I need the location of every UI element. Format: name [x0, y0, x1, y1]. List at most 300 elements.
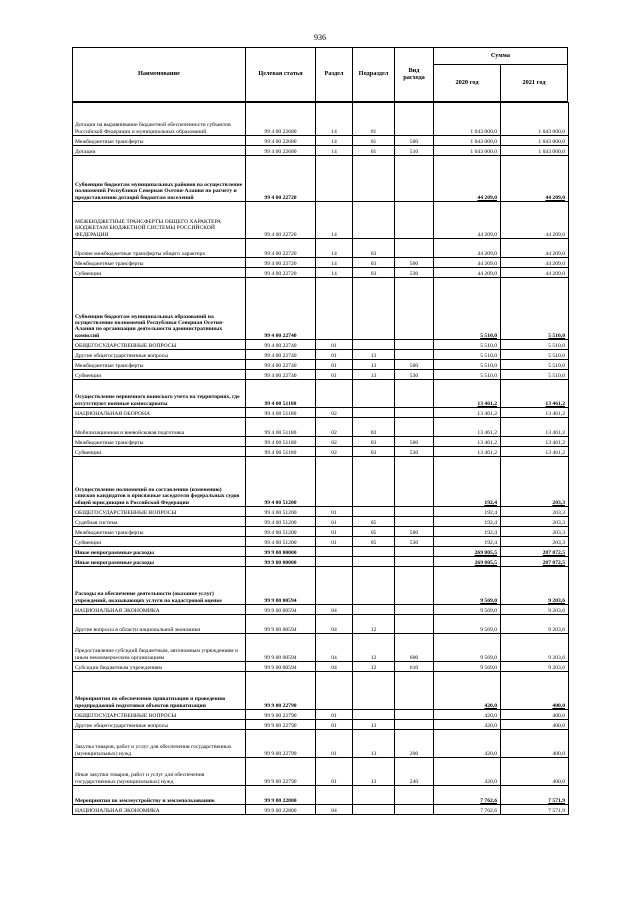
cell-target: 99 9 00 00000	[246, 557, 316, 567]
cell-name: Субвенции	[73, 370, 246, 380]
cell-exptype	[395, 547, 434, 557]
table-row	[73, 457, 569, 507]
cell-subsection: 03	[353, 239, 395, 258]
cell-section	[316, 567, 353, 605]
cell-target: 99 4 00 22680	[246, 136, 316, 146]
cell-exptype: 500	[395, 136, 434, 146]
cell-section: 01	[316, 507, 353, 517]
table-row	[73, 447, 569, 457]
table-row	[73, 437, 569, 447]
cell-section: 01	[316, 350, 353, 360]
cell-section: 14	[316, 146, 353, 156]
cell-name: Расходы на обеспечение деятельности (оказание услуг) учреждений, оказывающих услуги по кадастровой оценке	[73, 567, 246, 605]
cell-y2020: 9 569,0	[434, 605, 501, 615]
cell-subsection	[353, 507, 395, 517]
cell-y2021: 5 510,0	[501, 350, 569, 360]
cell-y2020: 5 510,0	[434, 340, 501, 350]
cell-subsection: 03	[353, 258, 395, 268]
cell-subsection	[353, 786, 395, 805]
cell-target: 99 9 00 22800	[246, 786, 316, 805]
cell-section: 14	[316, 202, 353, 239]
cell-y2020: 44 209,0	[434, 202, 501, 239]
cell-name: Иные непрограммные расходы	[73, 557, 246, 567]
table-row	[73, 408, 569, 418]
cell-target: 99 4 00 22720	[246, 258, 316, 268]
cell-y2021: 203,3	[501, 457, 569, 507]
cell-exptype	[395, 350, 434, 360]
cell-target: 99 9 00 22790	[246, 730, 316, 758]
cell-y2020: 7 762,6	[434, 786, 501, 805]
cell-subsection: 13	[353, 360, 395, 370]
cell-name: Субвенции бюджетам муниципальных районов на осуществление полномочий Республики Северная Осетия-Алания по расчету и предоставлению дотаций бюджетам поселений	[73, 156, 246, 202]
cell-exptype	[395, 567, 434, 605]
table-row	[73, 517, 569, 527]
cell-y2020: 420,0	[434, 758, 501, 786]
cell-exptype	[395, 710, 434, 720]
cell-exptype: 530	[395, 537, 434, 547]
header-subsection: Подраздел	[352, 47, 395, 102]
table-row	[73, 239, 569, 258]
cell-exptype	[395, 615, 434, 634]
cell-y2021: 44 209,0	[501, 239, 569, 258]
table-row	[73, 537, 569, 547]
table-row	[73, 730, 569, 758]
cell-subsection: 01	[353, 146, 395, 156]
cell-name: Судебная система	[73, 517, 246, 527]
cell-name: Субвенции	[73, 537, 246, 547]
cell-y2020: 13 461,2	[434, 418, 501, 437]
cell-section: 02	[316, 408, 353, 418]
cell-target: 99 4 00 51180	[246, 408, 316, 418]
cell-subsection	[353, 605, 395, 615]
cell-y2020: 192,4	[434, 527, 501, 537]
cell-section: 14	[316, 268, 353, 278]
cell-name: Другие общегосударственные вопросы	[73, 350, 246, 360]
table-row	[73, 156, 569, 202]
cell-exptype	[395, 418, 434, 437]
cell-y2021: 5 510,0	[501, 360, 569, 370]
cell-exptype: 240	[395, 758, 434, 786]
cell-section: 14	[316, 258, 353, 268]
cell-exptype: 530	[395, 268, 434, 278]
cell-section: 04	[316, 615, 353, 634]
cell-subsection: 03	[353, 268, 395, 278]
cell-section: 01	[316, 758, 353, 786]
cell-y2020: 13 461,2	[434, 437, 501, 447]
cell-section: 02	[316, 418, 353, 437]
cell-subsection: 12	[353, 615, 395, 634]
cell-exptype: 530	[395, 370, 434, 380]
cell-exptype	[395, 202, 434, 239]
cell-section: 01	[316, 370, 353, 380]
cell-target: 99 9 00 00000	[246, 547, 316, 557]
cell-exptype: 610	[395, 662, 434, 672]
table-row	[73, 710, 569, 720]
cell-y2021: 44 209,0	[501, 202, 569, 239]
cell-section: 01	[316, 720, 353, 730]
cell-y2021: 5 510,0	[501, 370, 569, 380]
cell-target: 99 9 00 00594	[246, 634, 316, 662]
cell-target: 99 4 00 51200	[246, 537, 316, 547]
cell-y2021: 203,3	[501, 537, 569, 547]
cell-y2021: 5 510,0	[501, 340, 569, 350]
cell-y2021: 13 461,2	[501, 380, 569, 408]
cell-section: 04	[316, 605, 353, 615]
cell-name: Осуществление первичного воинского учета на территориях, где отсутствуют военные комиссариаты	[73, 380, 246, 408]
table-row	[73, 605, 569, 615]
cell-y2020: 269 805,5	[434, 547, 501, 557]
cell-section: 01	[316, 537, 353, 547]
table-row	[73, 146, 569, 156]
header-expense-type: Вид расхода	[394, 47, 434, 102]
cell-subsection	[353, 202, 395, 239]
table-row	[73, 278, 569, 340]
cell-y2020: 192,4	[434, 517, 501, 527]
cell-subsection: 03	[353, 437, 395, 447]
table-row	[73, 615, 569, 634]
cell-name: Мобилизационная и вневойсковая подготовка	[73, 418, 246, 437]
cell-section: 01	[316, 517, 353, 527]
header-target: Целевая статья	[245, 47, 316, 102]
table-row	[73, 136, 569, 146]
cell-y2020: 44 209,0	[434, 156, 501, 202]
cell-section	[316, 672, 353, 710]
cell-exptype	[395, 156, 434, 202]
cell-section: 02	[316, 437, 353, 447]
cell-name: Дотации на выравнивание бюджетной обеспеченности субъектов Российской Федерации и муниципальных образований	[73, 103, 246, 136]
cell-target: 99 4 00 22740	[246, 278, 316, 340]
cell-target: 99 4 00 22740	[246, 360, 316, 370]
cell-section	[316, 156, 353, 202]
cell-name: Мероприятия по землеустройству и землепользованию	[73, 786, 246, 805]
table-row	[73, 268, 569, 278]
cell-name: Субсидии бюджетным учреждениям	[73, 662, 246, 672]
cell-y2021: 203,3	[501, 507, 569, 517]
budget-table	[72, 102, 569, 815]
cell-target: 99 4 00 51180	[246, 418, 316, 437]
cell-y2021: 13 461,2	[501, 447, 569, 457]
cell-y2021: 9 203,6	[501, 615, 569, 634]
cell-name: ОБЩЕГОСУДАРСТВЕННЫЕ ВОПРОСЫ	[73, 710, 246, 720]
cell-y2020: 5 510,0	[434, 370, 501, 380]
cell-subsection: 13	[353, 350, 395, 360]
cell-exptype	[395, 720, 434, 730]
cell-name: Другие общегосударственные вопросы	[73, 720, 246, 730]
cell-target: 99 4 00 22740	[246, 340, 316, 350]
cell-exptype	[395, 239, 434, 258]
cell-target: 99 9 00 00594	[246, 615, 316, 634]
cell-y2021: 287 072,5	[501, 547, 569, 557]
cell-target: 99 4 00 22740	[246, 350, 316, 360]
cell-y2021: 287 072,5	[501, 557, 569, 567]
cell-section: 14	[316, 103, 353, 136]
cell-target: 99 4 00 22720	[246, 202, 316, 239]
table-row	[73, 360, 569, 370]
cell-exptype	[395, 457, 434, 507]
cell-target: 99 4 00 51200	[246, 457, 316, 507]
cell-y2020: 7 762,6	[434, 805, 501, 815]
cell-y2020: 44 209,0	[434, 239, 501, 258]
cell-subsection: 12	[353, 662, 395, 672]
cell-subsection: 12	[353, 634, 395, 662]
header-name: Наименование	[72, 47, 246, 102]
cell-target: 99 9 00 00594	[246, 605, 316, 615]
table-row	[73, 547, 569, 557]
cell-section	[316, 547, 353, 557]
cell-exptype	[395, 557, 434, 567]
cell-y2021: 44 209,0	[501, 156, 569, 202]
cell-exptype: 500	[395, 258, 434, 268]
table-row	[73, 202, 569, 239]
cell-y2021: 9 203,6	[501, 605, 569, 615]
cell-section	[316, 557, 353, 567]
cell-name: Иные непрограммные расходы	[73, 547, 246, 557]
cell-y2021: 9 203,6	[501, 634, 569, 662]
cell-exptype	[395, 380, 434, 408]
cell-section: 14	[316, 239, 353, 258]
table-row	[73, 567, 569, 605]
cell-y2021: 203,3	[501, 527, 569, 537]
cell-subsection: 13	[353, 370, 395, 380]
table-row	[73, 662, 569, 672]
cell-subsection	[353, 278, 395, 340]
cell-y2020: 44 209,0	[434, 268, 501, 278]
cell-y2020: 13 461,2	[434, 447, 501, 457]
cell-name: Межбюджетные трансферты	[73, 437, 246, 447]
header-2020: 2020 год	[433, 64, 501, 102]
cell-y2021: 44 209,0	[501, 268, 569, 278]
cell-y2021: 9 203,6	[501, 662, 569, 672]
cell-y2020: 9 569,0	[434, 567, 501, 605]
cell-subsection	[353, 567, 395, 605]
cell-target: 99 4 00 22740	[246, 370, 316, 380]
cell-section: 01	[316, 710, 353, 720]
page-number: 936	[314, 33, 326, 42]
cell-subsection	[353, 457, 395, 507]
cell-y2021: 400,0	[501, 758, 569, 786]
cell-y2020: 420,0	[434, 672, 501, 710]
cell-name: Мероприятия по обеспечению приватизации и проведению предпродажной подготовки объектов приватизации	[73, 672, 246, 710]
table-row	[73, 258, 569, 268]
table-row	[73, 350, 569, 360]
cell-y2020: 420,0	[434, 720, 501, 730]
cell-subsection	[353, 547, 395, 557]
cell-name: Субвенции бюджетам муниципальных образований на осуществление полномочий Республики Северная Осетия-Алания по организации деятельности административных комиссий	[73, 278, 246, 340]
cell-exptype: 200	[395, 730, 434, 758]
table-row	[73, 340, 569, 350]
cell-section: 01	[316, 360, 353, 370]
cell-y2021: 13 461,2	[501, 437, 569, 447]
cell-name: Межбюджетные трансферты	[73, 136, 246, 146]
cell-subsection: 03	[353, 418, 395, 437]
table-row	[73, 805, 569, 815]
cell-name: НАЦИОНАЛЬНАЯ ЭКОНОМИКА	[73, 605, 246, 615]
table-row	[73, 370, 569, 380]
table-header	[72, 47, 568, 102]
cell-exptype: 500	[395, 437, 434, 447]
cell-y2021: 7 571,9	[501, 786, 569, 805]
cell-subsection: 05	[353, 517, 395, 527]
cell-name: Другие вопросы в области национальной экономики	[73, 615, 246, 634]
cell-y2020: 192,4	[434, 457, 501, 507]
table-row	[73, 758, 569, 786]
cell-target: 99 9 00 22790	[246, 720, 316, 730]
cell-section: 02	[316, 447, 353, 457]
cell-target: 99 4 00 51180	[246, 447, 316, 457]
table-row	[73, 103, 569, 136]
cell-exptype: 530	[395, 447, 434, 457]
cell-y2020: 13 461,2	[434, 380, 501, 408]
cell-target: 99 9 00 00594	[246, 662, 316, 672]
cell-exptype	[395, 605, 434, 615]
cell-target: 99 9 00 00594	[246, 567, 316, 605]
cell-y2021: 1 043 000,0	[501, 146, 569, 156]
cell-y2020: 5 510,0	[434, 360, 501, 370]
cell-target: 99 4 00 22680	[246, 103, 316, 136]
cell-target: 99 4 00 51200	[246, 517, 316, 527]
cell-name: Межбюджетные трансферты	[73, 258, 246, 268]
cell-y2020: 5 510,0	[434, 350, 501, 360]
cell-section: 01	[316, 340, 353, 350]
cell-y2020: 5 510,0	[434, 278, 501, 340]
cell-name: Субвенции	[73, 268, 246, 278]
cell-y2021: 1 043 000,0	[501, 103, 569, 136]
cell-subsection	[353, 805, 395, 815]
cell-section: 04	[316, 634, 353, 662]
cell-subsection: 01	[353, 136, 395, 146]
cell-y2021: 9 203,6	[501, 567, 569, 605]
cell-name: Закупка товаров, работ и услуг для обеспечения государственных (муниципальных) нужд	[73, 730, 246, 758]
cell-subsection: 13	[353, 730, 395, 758]
table-row	[73, 380, 569, 408]
cell-y2020: 192,4	[434, 537, 501, 547]
header-2021: 2021 год	[500, 64, 568, 102]
cell-target: 99 4 00 22720	[246, 268, 316, 278]
cell-name: НАЦИОНАЛЬНАЯ ОБОРОНА	[73, 408, 246, 418]
cell-y2021: 44 209,0	[501, 258, 569, 268]
cell-target: 99 4 00 51180	[246, 380, 316, 408]
cell-name: Межбюджетные трансферты	[73, 360, 246, 370]
cell-y2020: 13 461,2	[434, 408, 501, 418]
cell-subsection	[353, 340, 395, 350]
cell-y2020: 1 043 000,0	[434, 146, 501, 156]
cell-exptype	[395, 103, 434, 136]
cell-subsection: 05	[353, 527, 395, 537]
cell-y2020: 1 043 000,0	[434, 136, 501, 146]
cell-target: 99 4 00 51180	[246, 437, 316, 447]
cell-subsection	[353, 156, 395, 202]
table-row	[73, 507, 569, 517]
cell-subsection: 01	[353, 103, 395, 136]
header-section: Раздел	[315, 47, 353, 102]
cell-name: Предоставление субсидий бюджетным, автономным учреждениям и иным некоммерческим организациям	[73, 634, 246, 662]
cell-exptype: 510	[395, 146, 434, 156]
table-row	[73, 672, 569, 710]
cell-y2021: 1 043 000,0	[501, 136, 569, 146]
cell-exptype	[395, 786, 434, 805]
cell-y2021: 203,3	[501, 517, 569, 527]
cell-exptype	[395, 672, 434, 710]
table-row	[73, 418, 569, 437]
cell-target: 99 4 00 51200	[246, 507, 316, 517]
cell-name: НАЦИОНАЛЬНАЯ ЭКОНОМИКА	[73, 805, 246, 815]
cell-name: Прочие межбюджетные трансферты общего характера	[73, 239, 246, 258]
cell-subsection	[353, 672, 395, 710]
cell-target: 99 9 00 22790	[246, 758, 316, 786]
cell-section	[316, 457, 353, 507]
cell-target: 99 4 00 51200	[246, 527, 316, 537]
cell-name: Иные закупки товаров, работ и услуг для обеспечения государственных (муниципальных) нужд	[73, 758, 246, 786]
cell-y2020: 269 805,5	[434, 557, 501, 567]
cell-y2020: 420,0	[434, 730, 501, 758]
table-row	[73, 786, 569, 805]
cell-subsection	[353, 710, 395, 720]
cell-subsection	[353, 557, 395, 567]
cell-section: 04	[316, 662, 353, 672]
cell-exptype: 500	[395, 527, 434, 537]
cell-subsection	[353, 380, 395, 408]
cell-target: 99 4 00 22720	[246, 156, 316, 202]
table-row	[73, 634, 569, 662]
cell-section	[316, 278, 353, 340]
cell-target: 99 4 00 22680	[246, 146, 316, 156]
cell-section	[316, 380, 353, 408]
cell-exptype	[395, 805, 434, 815]
cell-y2021: 400,0	[501, 672, 569, 710]
cell-name: Осуществление полномочий по составлению (изменению) списков кандидатов в присяжные заседатели федеральных судов общей юрисдикции в Российской Федерации	[73, 457, 246, 507]
cell-y2021: 400,0	[501, 710, 569, 720]
cell-y2020: 9 569,0	[434, 662, 501, 672]
cell-name: ОБЩЕГОСУДАРСТВЕННЫЕ ВОПРОСЫ	[73, 507, 246, 517]
cell-subsection	[353, 408, 395, 418]
cell-y2020: 44 209,0	[434, 258, 501, 268]
table-row	[73, 720, 569, 730]
cell-section: 01	[316, 730, 353, 758]
header-sum: Сумма	[433, 47, 568, 65]
cell-name: Субвенции	[73, 447, 246, 457]
table-row	[73, 527, 569, 537]
cell-exptype	[395, 340, 434, 350]
cell-subsection: 05	[353, 537, 395, 547]
cell-exptype	[395, 517, 434, 527]
cell-y2021: 5 510,0	[501, 278, 569, 340]
cell-target: 99 9 00 22790	[246, 710, 316, 720]
cell-section: 04	[316, 805, 353, 815]
cell-y2021: 13 461,2	[501, 418, 569, 437]
table-row	[73, 557, 569, 567]
cell-name: Межбюджетные трансферты	[73, 527, 246, 537]
cell-y2021: 400,0	[501, 720, 569, 730]
cell-exptype: 500	[395, 360, 434, 370]
cell-y2020: 192,4	[434, 507, 501, 517]
cell-name: Дотации	[73, 146, 246, 156]
cell-subsection: 13	[353, 720, 395, 730]
cell-y2021: 400,0	[501, 730, 569, 758]
cell-y2020: 9 569,0	[434, 634, 501, 662]
cell-name: МЕЖБЮДЖЕТНЫЕ ТРАНСФЕРТЫ ОБЩЕГО ХАРАКТЕРА БЮДЖЕТАМ БЮДЖЕТНОЙ СИСТЕМЫ РОССИЙСКОЙ ФЕДЕРАЦИИ	[73, 202, 246, 239]
cell-section	[316, 786, 353, 805]
cell-section: 14	[316, 136, 353, 146]
cell-subsection: 13	[353, 758, 395, 786]
cell-target: 99 4 00 22720	[246, 239, 316, 258]
cell-y2020: 9 569,0	[434, 615, 501, 634]
cell-y2021: 7 571,9	[501, 805, 569, 815]
cell-target: 99 9 00 22790	[246, 672, 316, 710]
cell-y2021: 13 461,2	[501, 408, 569, 418]
cell-exptype	[395, 278, 434, 340]
cell-y2020: 1 043 000,0	[434, 103, 501, 136]
cell-name: ОБЩЕГОСУДАРСТВЕННЫЕ ВОПРОСЫ	[73, 340, 246, 350]
